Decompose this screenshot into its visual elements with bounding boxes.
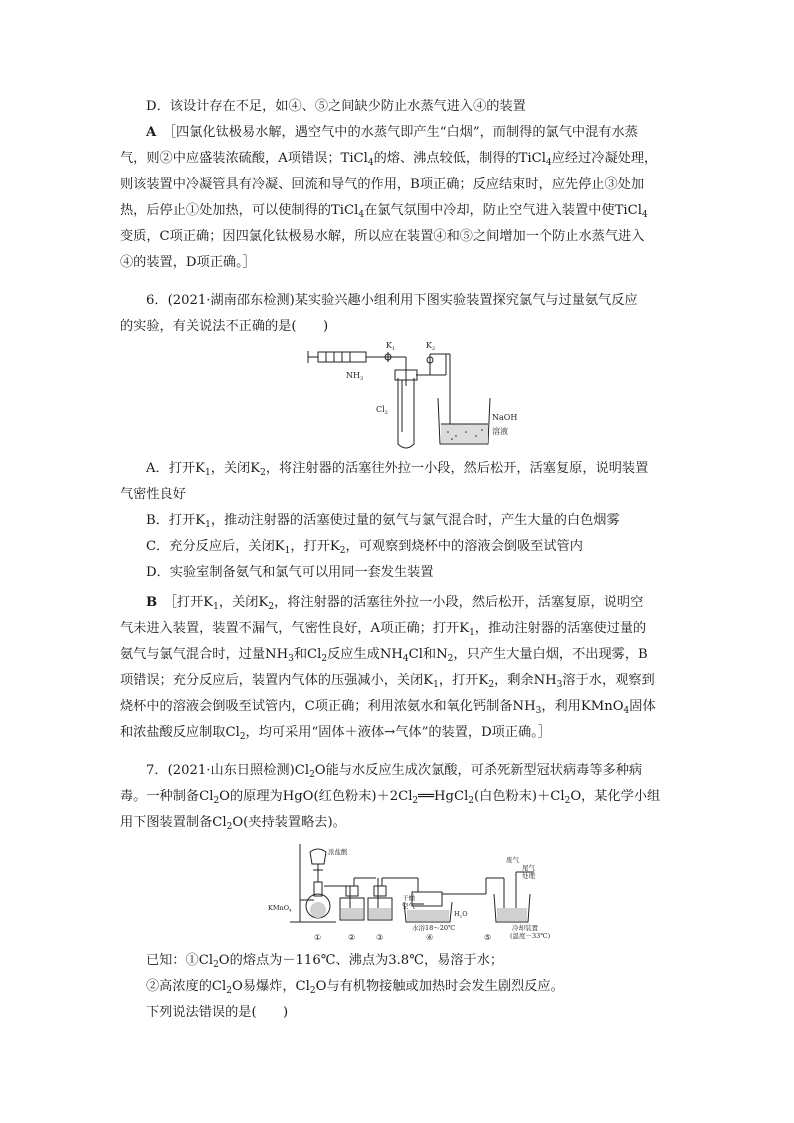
cooling-liquid <box>497 908 527 921</box>
test-tube <box>398 378 414 448</box>
bottle-2-liquid <box>341 908 363 919</box>
q6-option-d: D．实验室制备氨气和氯气可以用同一套发生装置 <box>146 565 434 580</box>
label-cl2: $Cl_2$ <box>376 405 388 416</box>
q6-apparatus-svg <box>306 340 526 452</box>
label-k2: $K_2$ <box>426 341 436 352</box>
naoh-solution-fill <box>441 424 488 443</box>
q7-stem-line-2: 毒。一种制备$Cl_2O$的原理为HgO(红色粉末)$+2Cl_2══HgCl_2$(白色粉末)$+Cl_2O$，某化学小组 <box>120 789 661 806</box>
bottle-3-liquid <box>369 908 391 919</box>
q6-stem-line-2: 的实验，有关说法不正确的是( ) <box>120 319 329 334</box>
label-waste-gas: 废气 <box>506 856 519 864</box>
q6-stem-line-1: 6．(2021·湖南邵东检测)某实验兴趣小组利用下图实验装置探究氯气与过量氨气反应 <box>146 293 638 308</box>
label-n1: ① <box>314 933 322 942</box>
label-nh3: $NH_3$ <box>346 371 364 382</box>
label-n4: ④ <box>426 933 434 942</box>
label-solution: 溶液 <box>492 427 508 436</box>
label-dry: 干燥 <box>402 894 415 902</box>
label-treatment: 处理 <box>522 872 535 880</box>
q7-apparatus-figure <box>266 842 556 946</box>
answer-letter: B <box>146 595 158 610</box>
label-cooling-temp: (温度－33℃) <box>510 932 551 940</box>
q7-known-1: 已知：$①Cl_2O$的熔点为－116℃、沸点为3.8℃，易溶于水； <box>146 953 504 970</box>
bath-water <box>407 910 449 921</box>
label-air: 空气 <box>402 902 415 910</box>
q6-option-c: C．充分反应后，关闭$K_1$，打开$K_2$，可观察到烧杯中的溶液会倒吸至试管内 <box>146 539 583 556</box>
label-water-bath: 水浴18～20℃ <box>412 924 456 932</box>
q6-answer-line-6: 和浓盐酸反应制取$Cl_2$，均可采用“固体＋液体→气体”的装置，D项正确。］ <box>120 725 551 742</box>
q5-answer-line-6: ④的装置，D项正确。］ <box>120 255 256 270</box>
bottle-3-stopper <box>374 886 386 896</box>
q6-answer-line-5: 烧杯中的溶液会倒吸至试管内，C项正确；利用浓氨水和氧化钙制备$NH_3$，利用KMnO$_4$固体 <box>120 699 656 716</box>
q6-option-b: B．打开$K_1$，推动注射器的活塞使过量的氨气与氯气混合时，产生大量的白色烟雾 <box>146 513 620 530</box>
label-naoh: NaOH <box>492 413 518 422</box>
label-hcl: 浓盐酸 <box>328 848 348 856</box>
q6-option-a-line-2: 气密性良好 <box>120 487 186 502</box>
q6-answer-line-1: B ［打开$K_1$，关闭$K_2$，将注射器的活塞往外拉一小段，然后松开，活塞复原，说明空 <box>146 595 644 612</box>
q7-stem-line-1: 7．(2021·山东日照检测)$Cl_2O$能与水反应生成次氯酸，可杀死新型冠状病毒等多种病 <box>146 763 643 780</box>
q5-answer-line-5: 变质，C项正确；因四氯化钛极易水解，所以应在装置④和⑤之间增加一个防止水蒸气进入 <box>120 229 645 244</box>
answer-letter: A <box>146 125 157 140</box>
q6-option-a-line-1: A．打开$K_1$，关闭$K_2$，将注射器的活塞往外拉一小段，然后松开，活塞复原，说明装置 <box>146 461 649 478</box>
q7-known-2: ②高浓度的$Cl_2O$易爆炸，$Cl_2O$与有机物接触或加热时会发生剧烈反应。 <box>146 979 564 996</box>
q5-answer-line-1: A ［四氯化钛极易水解，遇空气中的水蒸气即产生“白烟”，而制得的氯气中混有水蒸 <box>146 125 638 140</box>
q7-stem-line-3: 用下图装置制备$Cl_2O$(夹持装置略去)。 <box>120 815 346 832</box>
label-tail-gas: 尾气 <box>522 864 535 872</box>
label-cooling: 冷却装置 <box>512 924 538 932</box>
label-h2o: $H_2O$ <box>454 910 468 919</box>
label-k1: $K_1$ <box>386 341 396 352</box>
q6-answer-line-2: 气未进入装置，装置不漏气，气密性良好，A项正确；打开$K_1$，推动注射器的活塞使过量的 <box>120 621 647 638</box>
label-n5: ⑤ <box>484 933 492 942</box>
q5-answer-line-3: 则该装置中冷凝管具有冷凝、回流和导气的作用，B项正确；反应结束时，应先停止③处加 <box>120 177 644 192</box>
label-n2: ② <box>348 933 356 942</box>
q5-option-d: D．该设计存在不足，如④、⑤之间缺少防止水蒸气进入④的装置 <box>146 99 526 114</box>
flask-solid <box>310 902 326 918</box>
q7-question: 下列说法错误的是( ) <box>146 1005 289 1020</box>
q5-answer-line-2: 气，则②中应盛装浓硫酸，A项错误；TiCl$_4$的熔、沸点较低，制得的TiCl$_4$应经过冷凝处理， <box>120 151 658 168</box>
q6-answer-line-4: 项错误；充分反应后，装置内气体的压强减小，关闭$K_1$，打开$K_2$，剩余$NH_3$溶于水，观察到 <box>120 673 655 690</box>
label-n3: ③ <box>376 933 384 942</box>
separatory-funnel <box>310 849 326 864</box>
q6-answer-line-3: 氨气与氯气混合时，过量$NH_3$和$Cl_2$反应生成$NH_4Cl$和$N_2$，只产生大量白烟，不出现雾，B <box>120 647 648 664</box>
q7-apparatus-svg <box>266 842 556 946</box>
q6-apparatus-figure <box>306 340 526 452</box>
label-kmno4: KMnO$_4$ <box>268 904 292 913</box>
q5-answer-line-4: 热，后停止①处加热，可以使制得的TiCl$_4$在氯气氛围中冷却，防止空气进入装置中使TiCl$_4$ <box>120 203 648 220</box>
